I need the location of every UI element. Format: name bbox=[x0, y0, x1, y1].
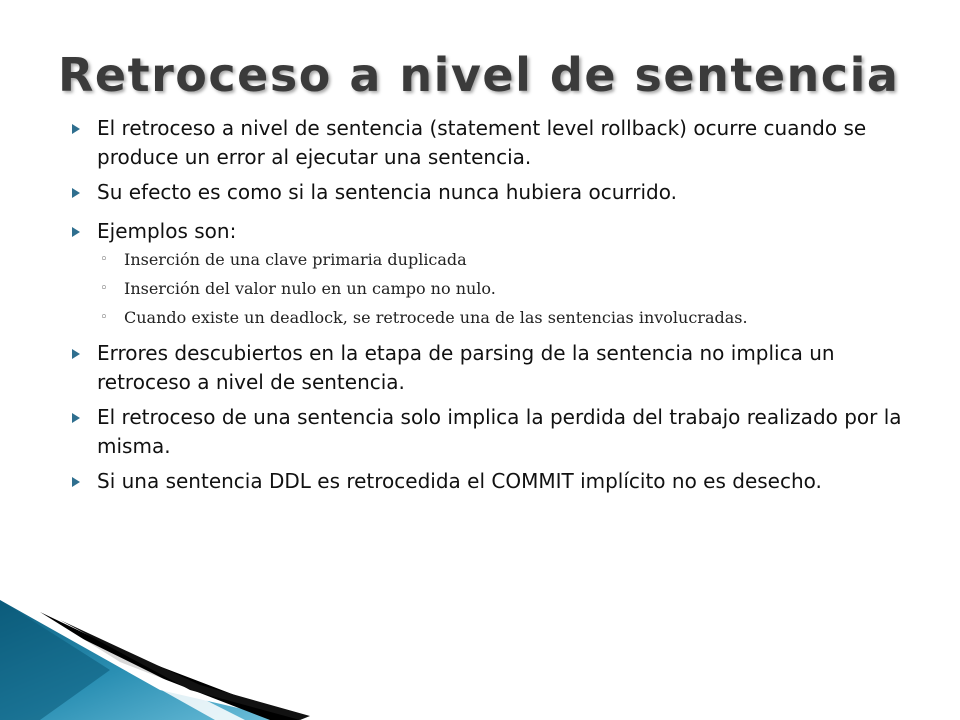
slide-title: Retroceso a nivel de sentencia bbox=[58, 48, 900, 102]
triangle-bullet-icon bbox=[70, 403, 90, 432]
sub-bullet-item bbox=[70, 278, 930, 300]
bullet-item bbox=[70, 178, 930, 207]
bullet-item bbox=[70, 114, 930, 172]
triangle-bullet-icon bbox=[70, 467, 90, 496]
triangle-bullet-icon bbox=[70, 178, 90, 207]
triangle-bullet-icon bbox=[70, 217, 90, 246]
sub-bullet-text: Inserción del valor nulo en un campo no nulo. bbox=[124, 279, 496, 298]
bullet-text: Su efecto es como si la sentencia nunca hubiera ocurrido. bbox=[97, 180, 677, 204]
bullet-item bbox=[70, 403, 930, 461]
bullet-text: Si una sentencia DDL es retrocedida el COMMIT implícito no es desecho. bbox=[97, 469, 822, 493]
decorative-swoosh-graphic bbox=[0, 600, 310, 720]
triangle-bullet-icon bbox=[70, 339, 90, 368]
sub-bullet-text: Inserción de una clave primaria duplicada bbox=[124, 250, 467, 269]
bullet-item bbox=[70, 339, 930, 397]
circle-bullet-icon: ◦ bbox=[100, 310, 108, 325]
bullet-list bbox=[70, 114, 930, 496]
bullet-item bbox=[70, 467, 930, 496]
bullet-text: El retroceso de una sentencia solo implica la perdida del trabajo realizado por la misma. bbox=[97, 405, 902, 458]
circle-bullet-icon: ◦ bbox=[100, 281, 108, 296]
sub-bullet-item bbox=[70, 307, 930, 329]
bullet-text: Errores descubiertos en la etapa de parsing de la sentencia no implica un retroceso a nivel de sentencia. bbox=[97, 341, 835, 394]
circle-bullet-icon: ◦ bbox=[100, 252, 108, 267]
bullet-item bbox=[70, 217, 930, 246]
bullet-text: Ejemplos son: bbox=[97, 219, 237, 243]
triangle-bullet-icon bbox=[70, 114, 90, 143]
bullet-text: El retroceso a nivel de sentencia (statement level rollback) ocurre cuando se produce un error al ejecutar una sentencia. bbox=[97, 116, 867, 169]
sub-bullet-text: Cuando existe un deadlock, se retrocede una de las sentencias involucradas. bbox=[124, 308, 748, 327]
sub-bullet-item bbox=[70, 249, 930, 271]
